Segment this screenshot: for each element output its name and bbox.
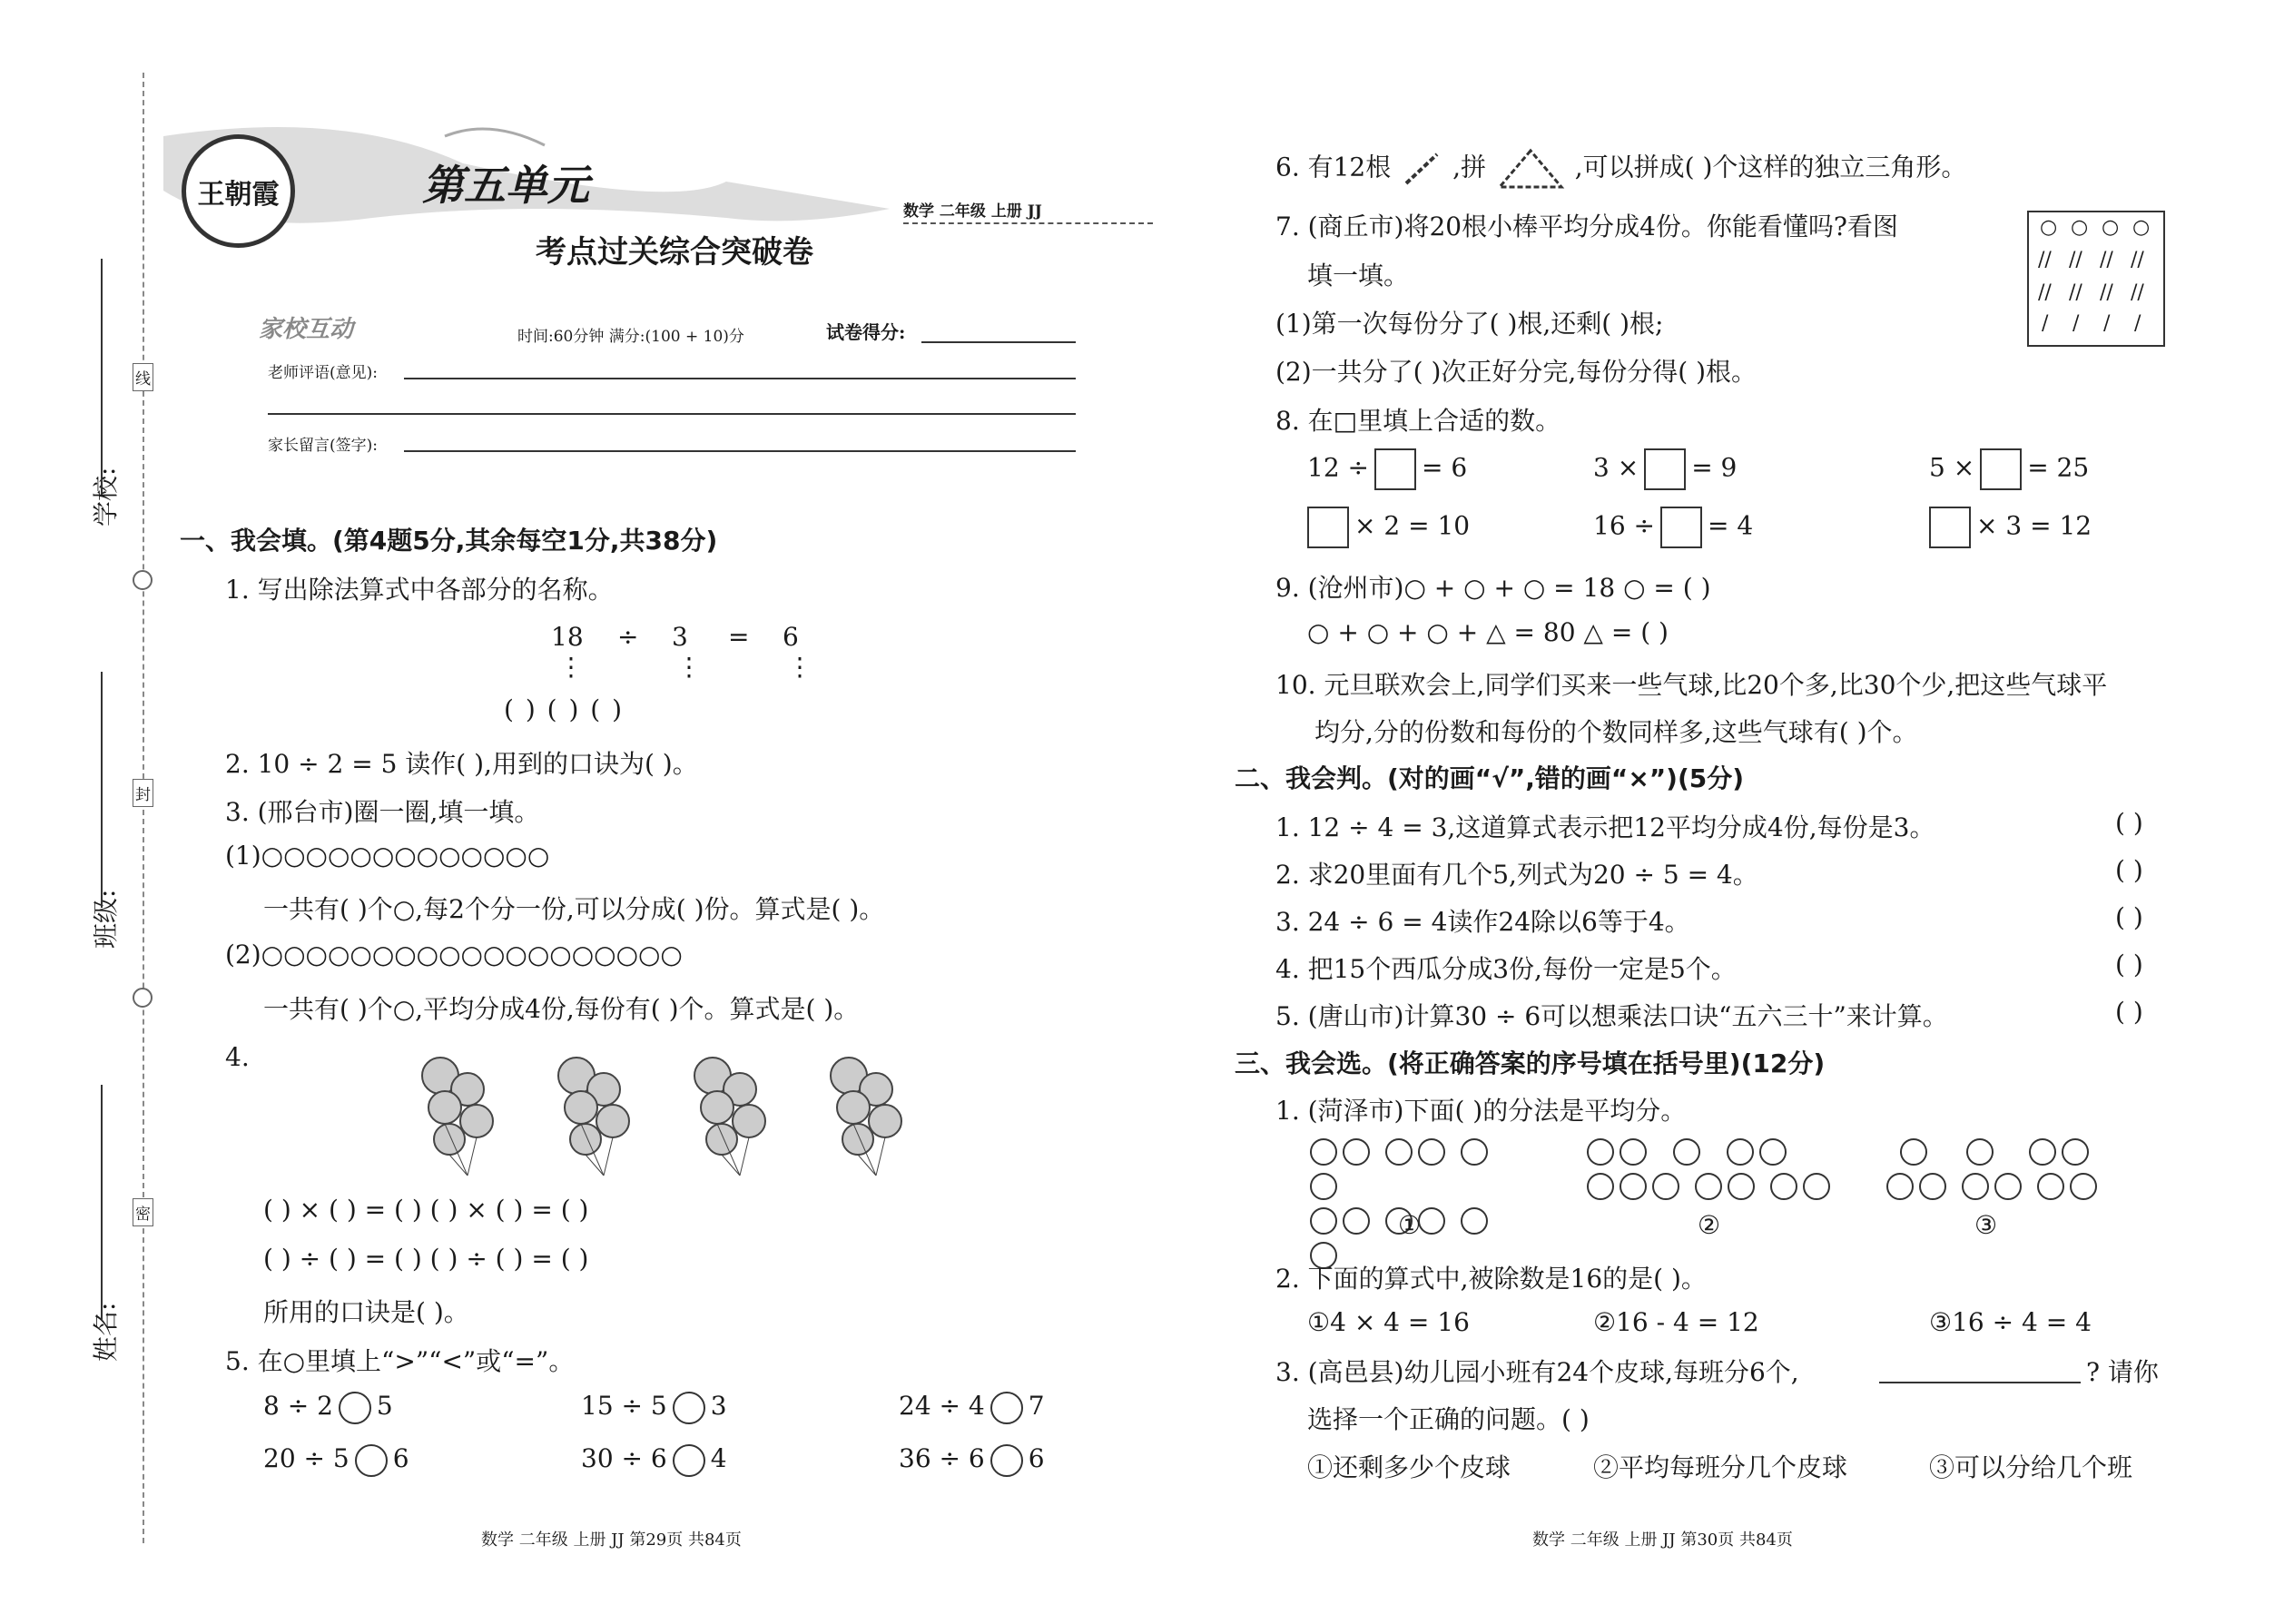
judge-item-3: 3. 24 ÷ 6 = 4读作24除以6等于4。 <box>1275 907 1690 937</box>
choice-q3-opt-1: ①还剩多少个皮球 <box>1307 1452 1511 1482</box>
grid-cell: // <box>2100 249 2113 271</box>
grid-cell: ○ <box>2102 216 2120 239</box>
q5-right: 7 <box>1028 1391 1045 1421</box>
q8-post: × 3 = 12 <box>1976 510 2092 541</box>
score-blank[interactable] <box>921 341 1076 343</box>
answer-box[interactable] <box>1307 507 1349 548</box>
question-5: 5. 在○里填上“>”“<”或“=”。 <box>225 1346 575 1376</box>
grid-cell: // <box>2069 281 2082 304</box>
score-label: 试卷得分: <box>826 321 906 343</box>
grid-cell: // <box>2038 281 2052 304</box>
header-tag-underline <box>903 222 1153 224</box>
q10-line-2[interactable]: 均分,分的份数和每份的个数同样多,这些气球有( )个。 <box>1314 717 1918 747</box>
compare-circle[interactable] <box>355 1444 388 1477</box>
footer-left: 数学 二年级 上册 JJ 第29页 共84页 <box>481 1530 742 1550</box>
choice-q3-opt-2: ②平均每班分几个皮球 <box>1593 1452 1848 1482</box>
q4-rhyme[interactable]: 所用的口诀是( )。 <box>263 1297 469 1327</box>
choice-q2-opt-1: ①4 × 4 = 16 <box>1307 1307 1470 1337</box>
q7-continue: 填一填。 <box>1307 261 1410 290</box>
q5-left: 36 ÷ 6 <box>899 1443 985 1473</box>
q5-left: 8 ÷ 2 <box>263 1391 333 1421</box>
balloon-bunch-1 <box>413 1053 513 1180</box>
choice-q2-opt-3: ③16 ÷ 4 = 4 <box>1929 1307 2092 1337</box>
q8-item-5[interactable] <box>1593 507 1753 548</box>
q5-left: 15 ÷ 5 <box>581 1391 667 1421</box>
balloon-bunch-3 <box>685 1053 785 1180</box>
school-label: 学校: <box>91 467 121 527</box>
q8-post: = 6 <box>1422 452 1468 483</box>
q3-part-2-text: 一共有( )个○,平均分成4份,每份有( )个。算式是( )。 <box>263 994 860 1024</box>
q5-right: 5 <box>376 1391 393 1421</box>
compare-circle[interactable] <box>339 1392 371 1424</box>
q1-divisor: 3 <box>672 622 688 652</box>
section-1-title: 一、我会填。(第4题5分,其余每空1分,共38分) <box>180 526 718 556</box>
question-3: 3. (邢台市)圈一圈,填一填。 <box>225 797 540 827</box>
binding-dashed-line <box>143 73 144 1543</box>
choice-q2[interactable]: 2. 下面的算式中,被除数是16的是( )。 <box>1275 1264 1707 1294</box>
q8-pre: 12 ÷ <box>1307 452 1369 483</box>
answer-box[interactable] <box>1980 448 2022 490</box>
question-4: 4. <box>225 1042 250 1072</box>
question-8: 8. 在□里填上合适的数。 <box>1275 406 1561 436</box>
division-option-3-figure <box>1884 1137 2111 1206</box>
judge-answer-5[interactable]: ( ) <box>2115 997 2143 1027</box>
q5-item-5[interactable] <box>581 1443 727 1477</box>
grid-cell: / <box>2134 312 2141 335</box>
answer-box[interactable] <box>1929 507 1971 548</box>
class-blank[interactable] <box>101 672 103 908</box>
choice-q3-line-2[interactable]: 选择一个正确的问题。( ) <box>1307 1404 1590 1434</box>
grid-cell: // <box>2038 249 2052 271</box>
judge-item-1: 1. 12 ÷ 4 = 3,这道算式表示把12平均分成4份,每份是3。 <box>1275 812 1935 842</box>
q8-post: = 25 <box>2027 452 2090 483</box>
q1-dividend: 18 <box>551 622 584 652</box>
grid-cell: // <box>2069 249 2082 271</box>
q8-pre: 16 ÷ <box>1593 510 1655 541</box>
judge-item-2: 2. 求20里面有几个5,列式为20 ÷ 5 = 4。 <box>1275 860 1758 890</box>
balloon-bunch-4 <box>822 1053 921 1180</box>
stick-icon <box>1399 151 1444 187</box>
header-tag: 数学 二年级 上册 JJ <box>903 202 1042 221</box>
option-label-3: ③ <box>1974 1210 1998 1240</box>
grid-cell: // <box>2131 249 2144 271</box>
compare-circle[interactable] <box>673 1392 705 1424</box>
class-label: 班级: <box>91 889 121 949</box>
q1-dots-3: ⋮ <box>787 652 812 682</box>
q8-post: = 9 <box>1691 452 1738 483</box>
compare-circle[interactable] <box>990 1444 1023 1477</box>
footer-right: 数学 二年级 上册 JJ 第30页 共84页 <box>1532 1530 1793 1550</box>
q8-post: × 2 = 10 <box>1354 510 1471 541</box>
q6-text-a: 6. 有12根 <box>1275 152 1392 182</box>
q3-part-1-circles: (1)○○○○○○○○○○○○○ <box>225 841 550 871</box>
q7-stick-grid <box>2027 211 2165 347</box>
q5-right: 6 <box>1028 1443 1045 1473</box>
time-info: 时间:60分钟 满分:(100 + 10)分 <box>517 328 744 346</box>
binding-hole-1 <box>133 570 153 590</box>
name-blank[interactable] <box>101 1085 103 1321</box>
q8-pre: 3 × <box>1593 452 1639 483</box>
grid-cell: / <box>2072 312 2080 335</box>
question-6 <box>1275 147 1966 191</box>
compare-circle[interactable] <box>990 1392 1023 1424</box>
choice-q2-opt-2: ②16 - 4 = 12 <box>1593 1307 1759 1337</box>
q7-part-1[interactable]: (1)第一次每份分了( )根,还剩( )根; <box>1275 309 1664 339</box>
teacher-label: 老师评语(意见): <box>268 364 378 382</box>
question-9[interactable]: 9. (沧州市)○ + ○ + ○ = 18 ○ = ( ) <box>1275 573 1711 603</box>
grid-cell: ○ <box>2071 216 2089 239</box>
parent-comment-line[interactable] <box>404 450 1076 452</box>
grid-cell: / <box>2103 312 2111 335</box>
judge-answer-2[interactable]: ( ) <box>2115 855 2143 885</box>
division-option-1-figure <box>1307 1137 1516 1275</box>
binding-hole-2 <box>133 988 153 1008</box>
q1-div-sign: ÷ <box>617 622 639 652</box>
q1-dots-2: ⋮ <box>676 652 702 682</box>
answer-box[interactable] <box>1660 507 1702 548</box>
logo-text: 王朝霞 <box>197 178 280 211</box>
q8-item-2[interactable] <box>1593 448 1737 490</box>
home-school-title: 家校互动 <box>259 316 354 343</box>
question-10: 10. 元旦联欢会上,同学们买来一些气球,比20个多,比30个少,把这些气球平 <box>1275 670 2108 700</box>
question-7: 7. (商丘市)将20根小棒平均分成4份。你能看懂吗?看图 <box>1275 212 1898 241</box>
q8-item-6[interactable] <box>1924 507 2092 548</box>
q5-left: 20 ÷ 5 <box>263 1443 350 1473</box>
question-1: 1. 写出除法算式中各部分的名称。 <box>225 575 614 605</box>
q1-dots-1: ⋮ <box>558 652 584 682</box>
q3-part-1-text: 一共有( )个○,每2个分一份,可以分成( )份。算式是( )。 <box>263 894 885 924</box>
school-blank[interactable] <box>101 259 103 495</box>
teacher-comment-line-1[interactable] <box>404 378 1076 379</box>
judge-answer-1[interactable]: ( ) <box>2115 808 2143 838</box>
q8-item-3[interactable] <box>1929 448 2089 490</box>
q5-item-6[interactable] <box>899 1443 1045 1477</box>
q8-post: = 4 <box>1708 510 1754 541</box>
balloon-bunch-2 <box>549 1053 649 1180</box>
seal-mark-1: 线 <box>133 363 153 391</box>
question-2: 2. 10 ÷ 2 = 5 读作( ),用到的口诀为( )。 <box>225 749 698 779</box>
q5-left: 30 ÷ 6 <box>581 1443 667 1473</box>
choice-q1[interactable]: 1. (菏泽市)下面( )的分法是平均分。 <box>1275 1096 1687 1126</box>
q1-quotient: 6 <box>783 622 799 652</box>
q1-blanks[interactable]: ( ) ( ) ( ) <box>504 694 625 724</box>
q6-text-c: ,可以拼成( )个这样的独立三角形。 <box>1574 152 1967 182</box>
judge-item-5: 5. (唐山市)计算30 ÷ 6可以想乘法口诀“五六三十”来计算。 <box>1275 1001 1948 1031</box>
compare-circle[interactable] <box>673 1444 705 1477</box>
q5-item-4[interactable] <box>263 1443 409 1477</box>
q5-right: 3 <box>710 1391 727 1421</box>
seal-mark-3: 密 <box>133 1198 153 1226</box>
grid-cell: / <box>2042 312 2049 335</box>
name-label: 姓名: <box>91 1302 121 1362</box>
q1-equals: = <box>728 622 750 652</box>
choice-q3-opt-3: ③可以分给几个班 <box>1929 1452 2133 1482</box>
section-3-title: 三、我会选。(将正确答案的序号填在括号里)(12分) <box>1235 1048 1826 1078</box>
judge-answer-4[interactable]: ( ) <box>2115 950 2143 979</box>
grid-cell: // <box>2131 281 2144 304</box>
q6-text-b: ,拼 <box>1452 152 1486 182</box>
answer-box[interactable] <box>1644 448 1686 490</box>
q5-item-1[interactable] <box>263 1391 393 1424</box>
q3-part-2-circles: (2)○○○○○○○○○○○○○○○○○○○ <box>225 940 683 969</box>
q8-pre: 5 × <box>1929 452 1975 483</box>
q5-item-3[interactable] <box>899 1391 1045 1424</box>
q4-divide-row[interactable]: ( ) ÷ ( ) = ( ) ( ) ÷ ( ) = ( ) <box>263 1244 589 1274</box>
q5-left: 24 ÷ 4 <box>899 1391 985 1421</box>
choice-q3-tail: ? 请你 <box>2086 1357 2159 1387</box>
triangle-icon <box>1494 147 1567 191</box>
logo <box>182 134 295 248</box>
seal-mark-2: 封 <box>133 779 153 807</box>
judge-item-4: 4. 把15个西瓜分成3份,每份一定是5个。 <box>1275 954 1737 984</box>
parent-label: 家长留言(签字): <box>268 437 378 455</box>
teacher-comment-line-2[interactable] <box>268 413 1076 415</box>
q8-item-4[interactable] <box>1302 507 1470 548</box>
subtitle: 考点过关综合突破卷 <box>536 234 813 271</box>
choice-q3: 3. (高邑县)幼儿园小班有24个皮球,每班分6个, <box>1275 1357 1799 1387</box>
division-option-2-figure <box>1584 1137 1838 1206</box>
grid-cell: ○ <box>2040 216 2058 239</box>
q5-right: 6 <box>392 1443 409 1473</box>
section-2-title: 二、我会判。(对的画“√”,错的画“×”)(5分) <box>1235 763 1745 793</box>
grid-cell: // <box>2100 281 2113 304</box>
option-label-1: ① <box>1398 1210 1422 1240</box>
q7-part-2[interactable]: (2)一共分了( )次正好分完,每份分得( )根。 <box>1275 357 1757 387</box>
q9-line-2[interactable]: ○ + ○ + ○ + △ = 80 △ = ( ) <box>1307 617 1669 647</box>
answer-box[interactable] <box>1374 448 1416 490</box>
q4-multiply-row[interactable]: ( ) × ( ) = ( ) ( ) × ( ) = ( ) <box>263 1195 589 1225</box>
judge-answer-3[interactable]: ( ) <box>2115 902 2143 932</box>
q5-item-2[interactable] <box>581 1391 727 1424</box>
q8-item-1[interactable] <box>1307 448 1467 490</box>
q5-right: 4 <box>710 1443 727 1473</box>
unit-title: 第五单元 <box>422 161 589 210</box>
option-label-2: ② <box>1698 1210 1721 1240</box>
grid-cell: ○ <box>2132 216 2151 239</box>
choice-q3-blank[interactable] <box>1879 1382 2081 1383</box>
